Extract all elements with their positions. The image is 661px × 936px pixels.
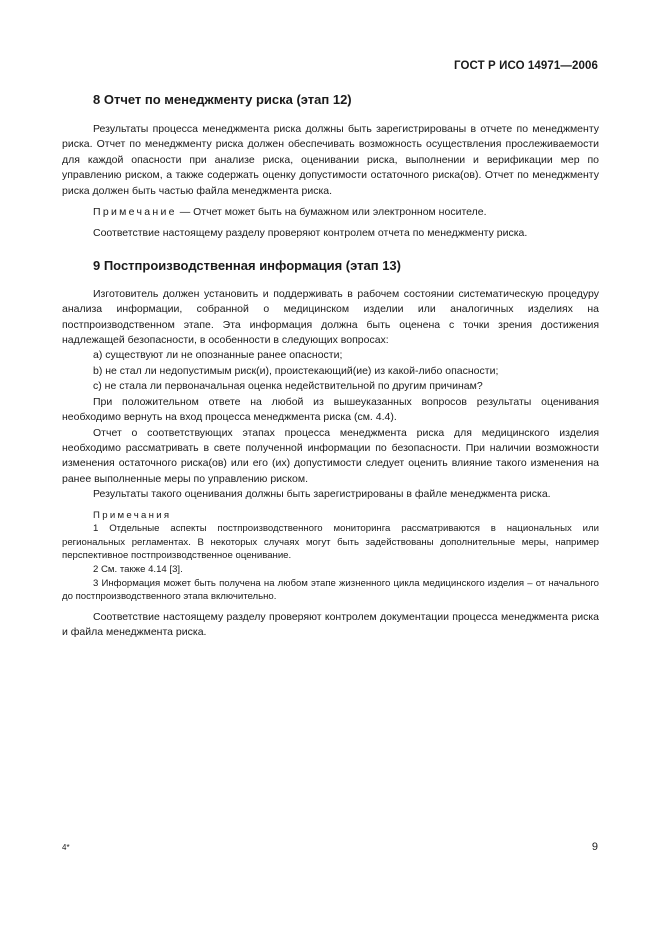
section-8-note — [62, 205, 599, 220]
section-8-paragraph: Результаты процесса менеджмента риска должны быть зарегистрированы в отчете по менеджменту риска. Отчет по менеджменту риска должен обеспечивать возможность осуществления прослеживаемости для каждой опасности при анализе риска, оценивании риска, выполнении и верификации мер по управлению риском, а также содержать оценку допустимости остаточного риска(ов). Отчет по менеджменту риска должен быть частью файла менеджмента риска. — [62, 123, 599, 197]
question-c: c) не стала ли первоначальная оценка недействительной по другим причинам? — [93, 380, 483, 393]
section-9-heading: 9 Постпроизводственная информация (этап 13) — [93, 257, 401, 273]
section-9-compliance: Соответствие настоящему разделу проверяют контролем документации процесса менеджмента риска и файла менеджмента риска. — [62, 610, 599, 639]
section-9-paragraph-4: Результаты такого оценивания должны быть зарегистрированы в файле менеджмента риска. — [93, 488, 551, 501]
notes-block — [62, 509, 599, 604]
standard-designation: ГОСТ Р ИСО 14971—2006 — [453, 60, 598, 72]
section-8-compliance: Соответствие настоящему разделу проверяют контролем отчета по менеджменту риска. — [93, 227, 528, 240]
section-9-paragraph-3: Отчет о соответствующих этапах процесса менеджмента риска для медицинского изделия необходимо рассматривать в свете полученной информации по безопасности. При наличии возможности изменения остаточного риска(ов) или его (их) допустимости следует оценить влияние такого изменения на ранее выполненные меры по управлению риском. — [62, 426, 599, 485]
note-3: 3 Информация может быть получена на любом этапе жизненного цикла медицинского изделия – от начального до постпроизводственного этапа включительно. — [62, 577, 599, 603]
note-text: — Отчет может быть на бумажном или электронном носителе. — [176, 206, 487, 219]
notes-label: Примечания — [93, 509, 172, 521]
section-8-heading: 8 Отчет по менеджменту риска (этап 12) — [93, 92, 352, 107]
page-content — [62, 90, 599, 641]
note-2: 2 См. также 4.14 [3]. — [93, 563, 183, 575]
note-1: 1 Отдельные аспекты постпроизводственного мониторинга рассматриваются в национальных или региональных регламентах. В некоторых случаях могут быть задействованы дополнительные меры, например перспективное постпроизводственное оценивание. — [62, 523, 599, 562]
page-number: 9 — [591, 841, 598, 853]
signature-mark: 4* — [62, 843, 70, 852]
question-a: a) существуют ли не опознанные ранее опасности; — [93, 349, 343, 362]
section-9-paragraph-2: При положительном ответе на любой из вышеуказанных вопросов результаты оценивания необходимо вернуть на вход процесса менеджмента риска (см. 4.4). — [62, 395, 599, 424]
section-9-paragraph-1: Изготовитель должен установить и поддерживать в рабочем состоянии систематическую процедуру анализа информации, собранной о медицинском изделии или аналогичных изделиях на постпроизводственном этапе. Эта информация должна быть оценена с точки зрения достижения надлежащей безопасности, в особенности в следующих вопросах: — [62, 287, 599, 347]
question-b: b) не стал ли недопустимым риск(и), проистекающий(ие) из какой-либо опасности; — [93, 364, 499, 377]
note-label: Примечание — [93, 206, 177, 219]
